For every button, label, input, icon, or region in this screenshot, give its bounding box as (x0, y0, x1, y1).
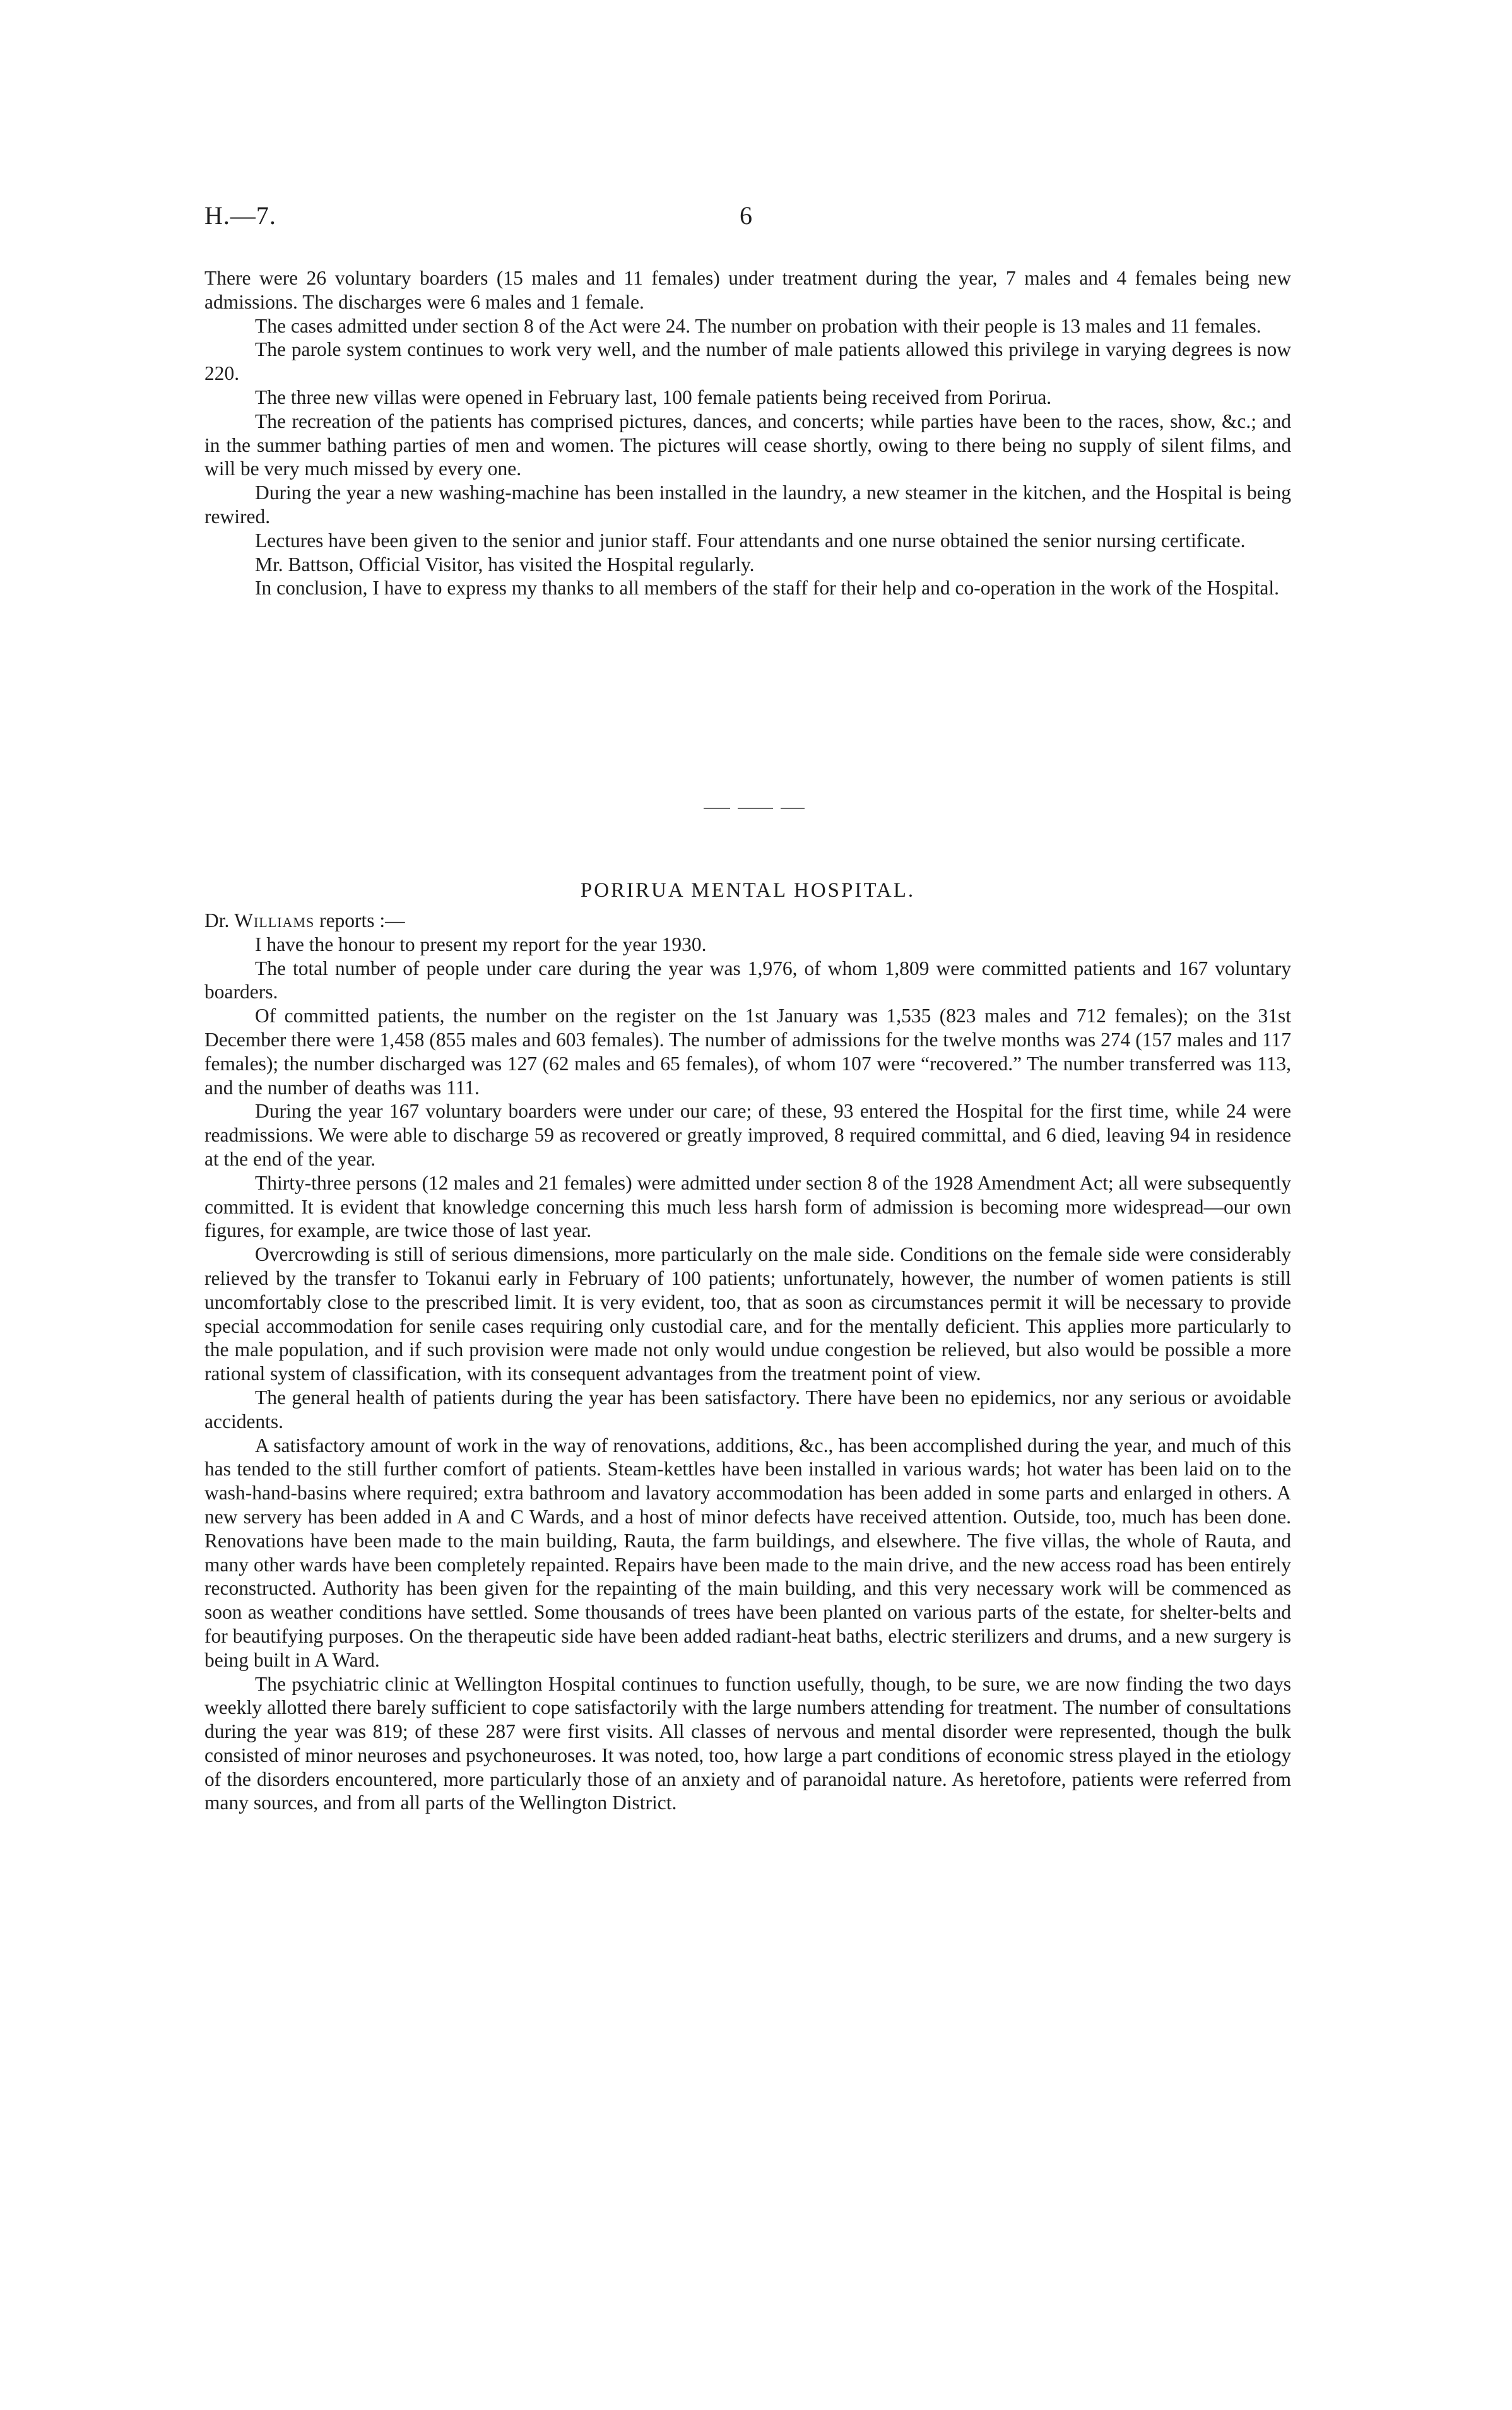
paragraph: The total number of people under care during the year was 1,976, of whom 1,809 were committed patients and 167 voluntary boarders. (204, 957, 1291, 1003)
section-title: PORIRUA MENTAL HOSPITAL. (580, 879, 916, 902)
paragraph: The three new villas were opened in February last, 100 female patients being received from Porirua. (255, 386, 1052, 408)
paragraph: The cases admitted under section 8 of the Act were 24. The number on probation with their people is 13 males and 11 females. (255, 314, 1261, 337)
reporter-line (204, 909, 1291, 933)
paragraph: In conclusion, I have to express my thanks to all members of the staff for their help and co-operation in the work of the Hospital. (255, 577, 1279, 600)
paragraph: Thirty-three persons (12 males and 21 females) were admitted under section 8 of the 1928 Amendment Act; all were subsequently committed. It is evident that knowledge concerning this much less harsh form of admission is becoming more widespread—our own figures, for example, are twice those of last year. (204, 1171, 1291, 1242)
paragraph: During the year a new washing-machine has been installed in the laundry, a new steamer in the kitchen, and the Hospital is being rewired. (204, 481, 1291, 528)
paragraph: The recreation of the patients has comprised pictures, dances, and concerts; while parties have been to the races, show, &c.; and in the summer bathing parties of men and women. The pictures will cease shortly, owing to there being no supply of silent films, and will be very much missed by every one. (204, 410, 1291, 480)
paragraph: A satisfactory amount of work in the way of renovations, additions, &c., has been accomplished during the year, and much of this has tended to the still further comfort of patients. Steam-kettles have been installed in various wards; hot water has been laid on to the wash-hand-basins where required; extra bathroom and lavatory accommodation has been added in some parts and enlarged in others. A new servery has been added in A and C Wards, and a host of minor defects have received attention. Outside, too, much has been done. Renovations have been made to the main building, Rauta, the farm buildings, and elsewhere. The five villas, the whole of Rauta, and many other wards have been completely repainted. Repairs have been made to the main drive, and the new access road has been entirely reconstructed. Authority has been given for the repainting of the main building, and this very necessary work will be commenced as soon as weather conditions have settled. Some thousands of trees have been planted on various parts of the estate, for shelter-belts and for beautifying purposes. On the therapeutic side have been added radiant-heat baths, electric sterilizers and drums, and a new surgery is being built in A Ward. (204, 1434, 1291, 1671)
paragraph: I have the honour to present my report for the year 1930. (255, 933, 707, 955)
reporter-prefix: Dr. (204, 909, 235, 931)
paragraph: Overcrowding is still of serious dimensions, more particularly on the male side. Conditions on the female side were considerably relieved by the transfer to Tokanui early in February of 100 patients; unfortunately, however, the number of women patients is still uncomfortably close to the prescribed limit. It is very evident, too, that as soon as circumstances permit it will be necessary to provide special accommodation for senile cases requiring only custodial care, and for the mentally deficient. This applies more particularly to the male population, and if such provision were made not only would undue congestion be relieved, but also would be possible a more rational system of classification, with its consequent advantages from the treatment point of view. (204, 1243, 1291, 1385)
paragraph: The psychiatric clinic at Wellington Hospital continues to function usefully, though, to be sure, we are now finding the two days weekly allotted there barely sufficient to cope satisfactorily with the large numbers attending for treatment. The number of consultations during the year was 819; of these 287 were first visits. All classes of nervous and mental disorder were represented, though the bulk consisted of minor neuroses and psychoneuroses. It was noted, too, how large a part conditions of economic stress played in the etiology of the disorders encountered, more particularly those of an anxiety and of paranoidal nature. As heretofore, patients were referred from many sources, and from all parts of the Wellington District. (204, 1672, 1291, 1814)
report-reference: H.—7. (204, 201, 276, 230)
page-number: 6 (740, 201, 752, 230)
porirua-report (204, 909, 1291, 1815)
paragraph: The parole system continues to work very well, and the number of male patients allowed this privilege in varying degrees is now 220. (204, 338, 1291, 385)
reporter-suffix: reports :— (314, 909, 405, 931)
paragraph: The general health of patients during the year has been satisfactory. There have been no epidemics, nor any serious or avoidable accidents. (204, 1386, 1291, 1432)
reporter-name: Williams (234, 909, 315, 931)
paragraph: Lectures have been given to the senior and junior staff. Four attendants and one nurse obtained the senior nursing certificate. (255, 529, 1246, 552)
paragraph: During the year 167 voluntary boarders were under our care; of these, 93 entered the Hospital for the first time, while 24 were readmissions. We were able to discharge 59 as recovered or greatly improved, 8 required committal, and 6 died, leaving 94 in residence at the end of the year. (204, 1100, 1291, 1170)
paragraph: There were 26 voluntary boarders (15 males and 11 females) under treatment during the year, 7 males and 4 females being new admissions. The discharges were 6 males and 1 female. (204, 267, 1291, 313)
previous-report-continuation (204, 266, 1291, 600)
section-divider (704, 808, 805, 810)
paragraph: Mr. Battson, Official Visitor, has visited the Hospital regularly. (255, 553, 755, 576)
paragraph: Of committed patients, the number on the register on the 1st January was 1,535 (823 males and 712 females); on the 31st December there were 1,458 (855 males and 603 females). The number of admissions for the twelve months was 274 (157 males and 117 females); the number discharged was 127 (62 males and 65 females), of whom 107 were “recovered.” The number transferred was 113, and the number of deaths was 111. (204, 1005, 1291, 1099)
page-header (204, 201, 1290, 239)
